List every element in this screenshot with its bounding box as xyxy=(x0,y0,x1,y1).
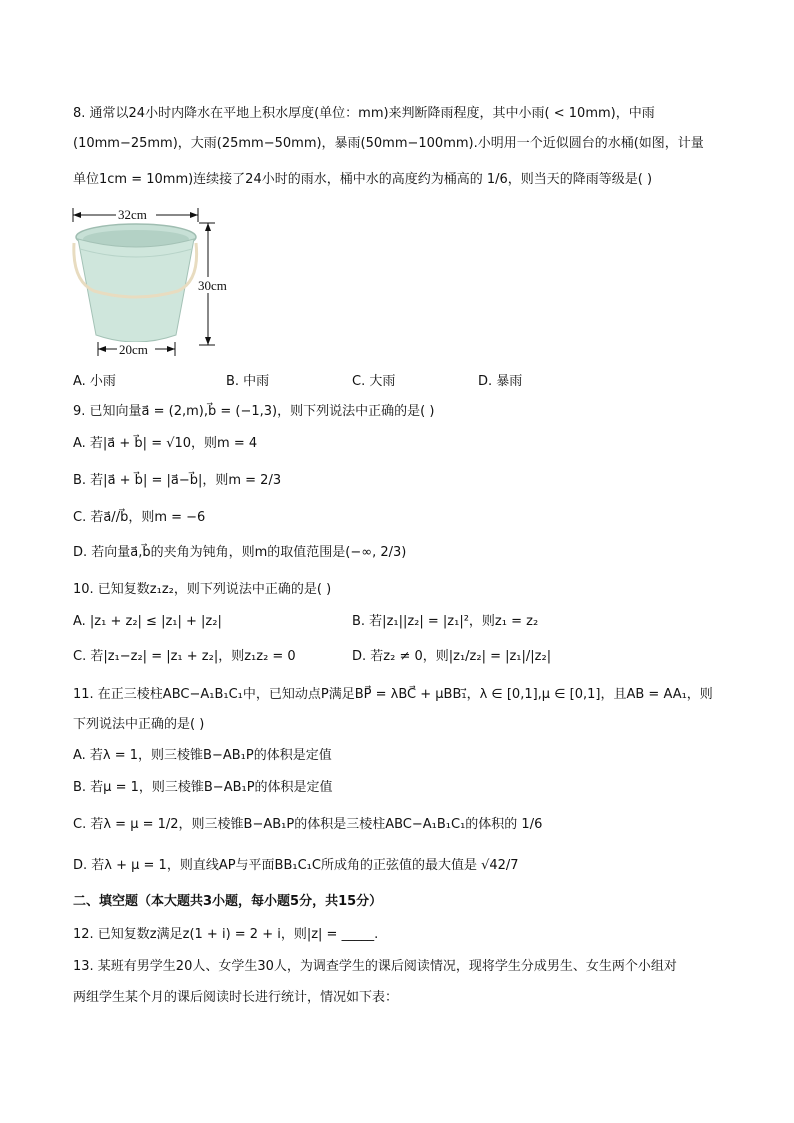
q12-stem: 12. 已知复数z满足z(1 + i) = 2 + i，则|z| = _____. xyxy=(73,927,379,942)
q11-option-a: A. 若λ = 1，则三棱锥B−AB₁P的体积是定值 xyxy=(73,748,332,763)
q8-line3: 单位1cm = 10mm)连续接了24小时的雨水，桶中水的高度约为桶高的 1/6，则当天的降雨等级是( ) xyxy=(73,172,653,187)
q8-line1: 8. 通常以24小时内降水在平地上积水厚度(单位：mm)来判断降雨程度，其中小雨( < 10mm)，中雨 xyxy=(73,106,655,121)
bucket-bottom-width-label: 20cm xyxy=(119,342,148,357)
q8-line2: (10mm−25mm)，大雨(25mm−50mm)，暴雨(50mm−100mm).小明用一个近似圆台的水桶(如图，计量 xyxy=(73,136,704,151)
bucket-figure xyxy=(68,203,248,363)
q11-stem-line1: 11. 在正三棱柱ABC−A₁B₁C₁中，已知动点P满足BP⃗ = λBC⃗ + μBB₁⃗，λ ∈ [0,1],μ ∈ [0,1]，且AB = AA₁，则 xyxy=(73,687,713,702)
section-heading-fill-in: 二、填空题（本大题共3小题，每小题5分，共15分） xyxy=(73,894,383,909)
q9-option-d: D. 若向量a⃗,b⃗的夹角为钝角，则m的取值范围是(−∞, 2/3) xyxy=(73,545,407,560)
q9-stem: 9. 已知向量a⃗ = (2,m),b⃗ = (−1,3)，则下列说法中正确的是( ) xyxy=(73,404,435,419)
q10-option-c: C. 若|z₁−z₂| = |z₁ + z₂|，则z₁z₂ = 0 xyxy=(73,649,296,664)
q8-option-d: D. 暴雨 xyxy=(478,374,523,389)
bucket-top-width-label: 32cm xyxy=(118,207,147,222)
q8-option-c: C. 大雨 xyxy=(352,374,396,389)
q11-option-d: D. 若λ + μ = 1，则直线AP与平面BB₁C₁C所成角的正弦值的最大值是 √42/7 xyxy=(73,858,519,873)
q10-option-d: D. 若z₂ ≠ 0，则|z₁/z₂| = |z₁|/|z₂| xyxy=(352,649,552,664)
q9-option-b: B. 若|a⃗ + b⃗| = |a⃗−b⃗|，则m = 2/3 xyxy=(73,473,282,488)
q9-option-c: C. 若a⃗//b⃗，则m = −6 xyxy=(73,510,206,525)
q10-option-b: B. 若|z₁||z₂| = |z₁|²，则z₁ = z₂ xyxy=(352,614,539,629)
q13-line1: 13. 某班有男学生20人、女学生30人，为调查学生的课后阅读情况，现将学生分成男生、女生两个小组对 xyxy=(73,959,677,974)
q10-option-a: A. |z₁ + z₂| ≤ |z₁| + |z₂| xyxy=(73,614,222,629)
q13-line2: 两组学生某个月的课后阅读时长进行统计，情况如下表： xyxy=(73,990,399,1005)
q9-option-a: A. 若|a⃗ + b⃗| = √10，则m = 4 xyxy=(73,436,258,451)
q10-stem: 10. 已知复数z₁z₂，则下列说法中正确的是( ) xyxy=(73,582,332,597)
q8-option-a: A. 小雨 xyxy=(73,374,116,389)
q11-option-b: B. 若μ = 1，则三棱锥B−AB₁P的体积是定值 xyxy=(73,780,333,795)
q11-stem-line2: 下列说法中正确的是( ) xyxy=(73,717,205,732)
bucket-height-label: 30cm xyxy=(198,278,227,293)
q11-option-c: C. 若λ = μ = 1/2，则三棱锥B−AB₁P的体积是三棱柱ABC−A₁B₁C₁的体积的 1/6 xyxy=(73,817,543,832)
q8-option-b: B. 中雨 xyxy=(226,374,270,389)
